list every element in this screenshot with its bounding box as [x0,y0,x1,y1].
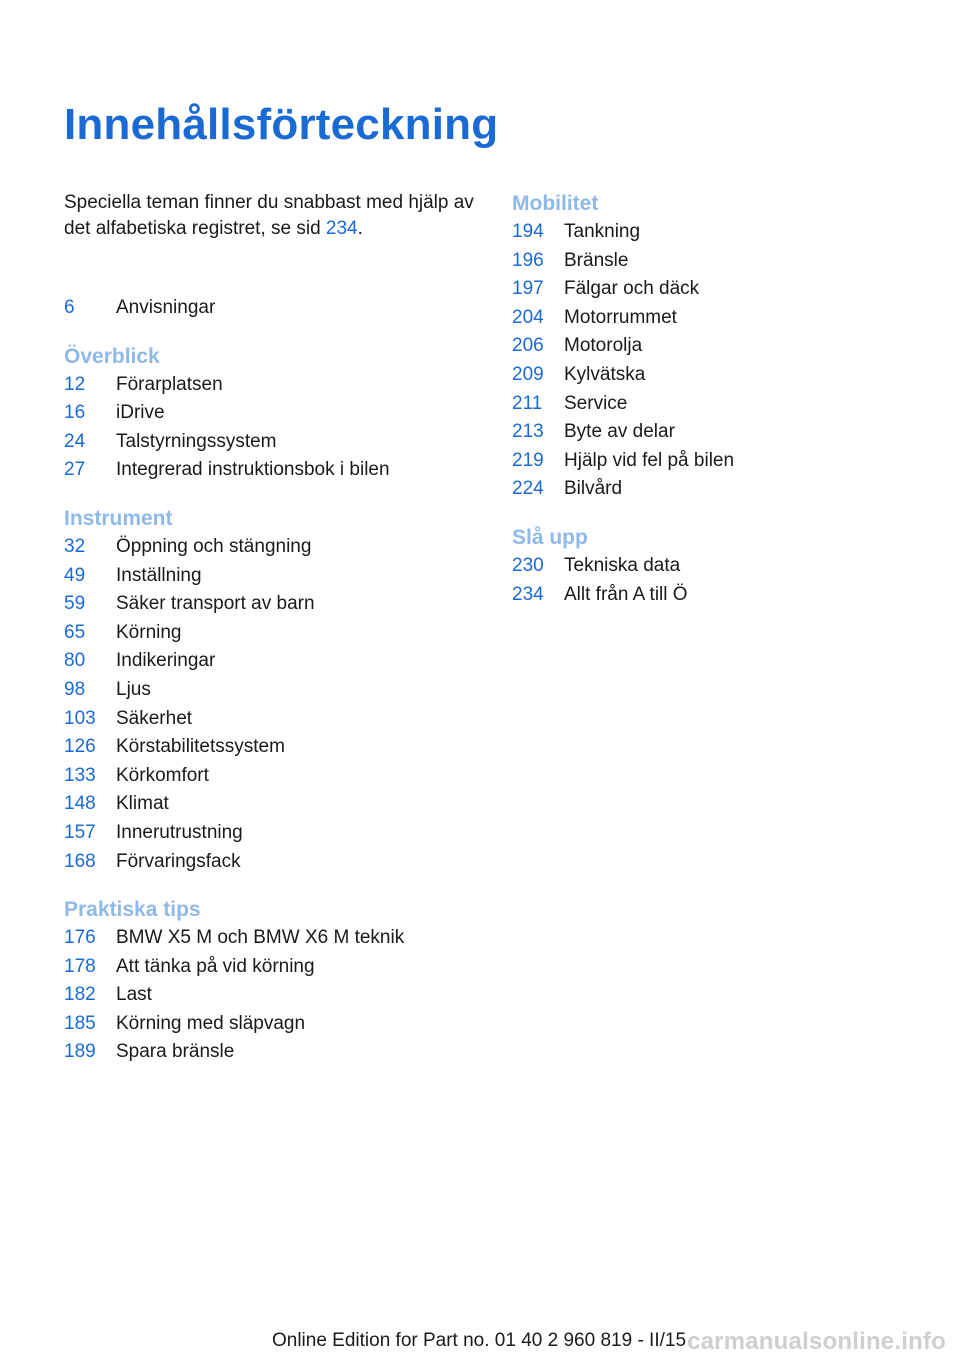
toc-right-column [512,189,932,628]
section-heading: Slå upp [512,525,588,549]
intro-paragraph [64,190,484,242]
toc-entry-label: Bränsle [564,249,629,271]
toc-entry-label: Bilvård [564,478,623,500]
toc-entry-label: Innerutrustning [116,821,243,843]
toc-entry[interactable] [512,475,932,504]
toc-section [64,342,484,485]
index-page-link[interactable]: 234 [325,218,358,239]
toc-page-number[interactable]: 157 [64,821,96,843]
toc-page-number[interactable]: 206 [512,335,544,357]
toc-entry-label: Talstyrningssystem [116,430,277,452]
toc-page-number[interactable]: 176 [64,927,96,949]
toc-page-number[interactable]: 211 [512,392,543,414]
intro-end: . [357,218,363,239]
toc-entry[interactable] [512,218,932,247]
toc-page-number[interactable]: 65 [64,621,86,643]
toc-entry[interactable] [64,762,484,791]
toc-entry-label: Spara bränsle [116,1041,235,1063]
toc-entry-label: BMW X5 M och BMW X6 M teknik [116,927,405,949]
toc-entry[interactable] [64,371,484,400]
toc-page-number[interactable]: 196 [512,249,544,271]
toc-entry[interactable] [512,304,932,333]
toc-page-number[interactable]: 194 [512,221,544,242]
toc-entry-label: Allt från A till Ö [564,583,688,605]
toc-page-number[interactable]: 12 [64,373,86,395]
toc-page-number[interactable]: 185 [64,1012,96,1034]
toc-section [64,895,484,1067]
toc-entry[interactable] [512,390,932,419]
toc-page-number[interactable]: 16 [64,402,86,424]
toc-entry-label: Service [564,392,628,414]
toc-page-number[interactable]: 197 [512,278,544,300]
toc-entry[interactable] [64,953,484,982]
toc-page-number[interactable]: 178 [64,955,96,977]
toc-entry-label: Körstabilitetssystem [116,736,285,758]
toc-entry-label: Fälgar och däck [564,278,700,300]
intro-text: Speciella teman finner du snabbast med hjälp av det alfabetiska registret, se sid [64,192,474,239]
toc-entry[interactable] [64,1010,484,1039]
toc-left-column [64,294,484,1086]
toc-entry-label: Säkerhet [116,707,193,729]
toc-entry[interactable] [64,428,484,457]
toc-entry-label: Klimat [116,793,169,815]
toc-page-number[interactable]: 182 [64,984,96,1006]
toc-entry[interactable] [64,676,484,705]
toc-page-number[interactable]: 103 [64,707,96,729]
toc-page-number[interactable]: 6 [64,297,75,318]
toc-entry[interactable] [64,924,484,953]
toc-entry[interactable] [512,275,932,304]
toc-page-number[interactable]: 204 [512,306,544,328]
toc-entry[interactable] [512,447,932,476]
toc-section [64,504,484,876]
toc-section [512,523,932,609]
toc-entry[interactable] [64,399,484,428]
toc-entry-label: Motorrummet [564,306,677,328]
toc-entry[interactable] [64,590,484,619]
toc-entry-label: Hjälp vid fel på bilen [564,449,735,471]
toc-page-number[interactable]: 148 [64,793,96,815]
toc-page-number[interactable]: 213 [512,421,544,443]
toc-page-number[interactable]: 219 [512,449,544,471]
toc-entry[interactable] [64,848,484,877]
toc-entry-label: Tankning [564,221,641,242]
toc-page-number[interactable]: 59 [64,593,86,615]
toc-section [512,189,932,504]
toc-section [64,294,484,323]
section-heading: Praktiska tips [64,898,201,922]
page-title: Innehållsförteckning [64,100,499,149]
toc-entry-label: Tekniska data [564,554,681,576]
toc-page-number[interactable]: 224 [512,478,544,500]
toc-page-number[interactable]: 32 [64,535,86,557]
toc-entry[interactable] [64,294,484,323]
toc-entry-label: Ljus [116,678,151,700]
toc-entry[interactable] [64,790,484,819]
toc-entry[interactable] [64,1038,484,1067]
toc-page-number[interactable]: 126 [64,736,96,758]
toc-entry-label: Byte av delar [564,421,675,443]
toc-entry[interactable] [512,332,932,361]
toc-entry-label: Att tänka på vid körning [116,955,315,977]
toc-entry-label: Inställning [116,564,202,586]
toc-page-number[interactable]: 230 [512,554,544,576]
toc-entry[interactable] [64,533,484,562]
toc-entry-label: Indikeringar [116,650,216,672]
toc-entry-label: Förvaringsfack [116,850,241,872]
toc-page-number[interactable]: 80 [64,650,86,672]
toc-entry-label: Körning [116,621,182,643]
toc-entry-label: Säker transport av barn [116,593,315,615]
toc-page-number[interactable]: 209 [512,363,544,385]
toc-page-number[interactable]: 234 [512,583,544,605]
toc-page-number[interactable]: 27 [64,459,86,481]
watermark: carmanualsonline.info [687,1328,946,1355]
toc-entry-label: Anvisningar [116,297,216,318]
toc-entry[interactable] [64,456,484,485]
section-heading: Överblick [64,344,160,368]
toc-entry[interactable] [64,981,484,1010]
toc-entry-label: Kylvätska [564,363,646,385]
toc-entry[interactable] [512,418,932,447]
toc-entry[interactable] [64,705,484,734]
section-heading: Mobilitet [512,192,599,215]
footer-text: Online Edition for Part no. 01 40 2 960 819 - II/15 [271,1330,687,1351]
toc-entry[interactable] [512,247,932,276]
toc-page-number[interactable]: 98 [64,678,86,700]
toc-entry-label: Last [116,984,152,1006]
section-heading: Instrument [64,506,173,530]
toc-entry-label: Körkomfort [116,764,209,786]
toc-page-number[interactable]: 49 [64,564,86,586]
toc-page-number[interactable]: 133 [64,764,96,786]
toc-entry-label: iDrive [116,402,165,424]
toc-entry[interactable] [64,562,484,591]
toc-entry[interactable] [64,619,484,648]
toc-entry-label: Motorolja [564,335,643,357]
toc-entry-label: Förarplatsen [116,373,223,395]
toc-entry-label: Körning med släpvagn [116,1012,306,1034]
toc-entry[interactable] [512,361,932,390]
toc-page-number[interactable]: 24 [64,430,86,452]
toc-entry[interactable] [64,647,484,676]
toc-entry[interactable] [512,552,932,581]
toc-entry[interactable] [512,581,932,610]
toc-entry-label: Integrerad instruktionsbok i bilen [116,459,390,481]
toc-page-number[interactable]: 189 [64,1041,96,1063]
toc-entry[interactable] [64,733,484,762]
toc-page-number[interactable]: 168 [64,850,96,872]
toc-entry[interactable] [64,819,484,848]
toc-entry-label: Öppning och stängning [116,535,312,557]
